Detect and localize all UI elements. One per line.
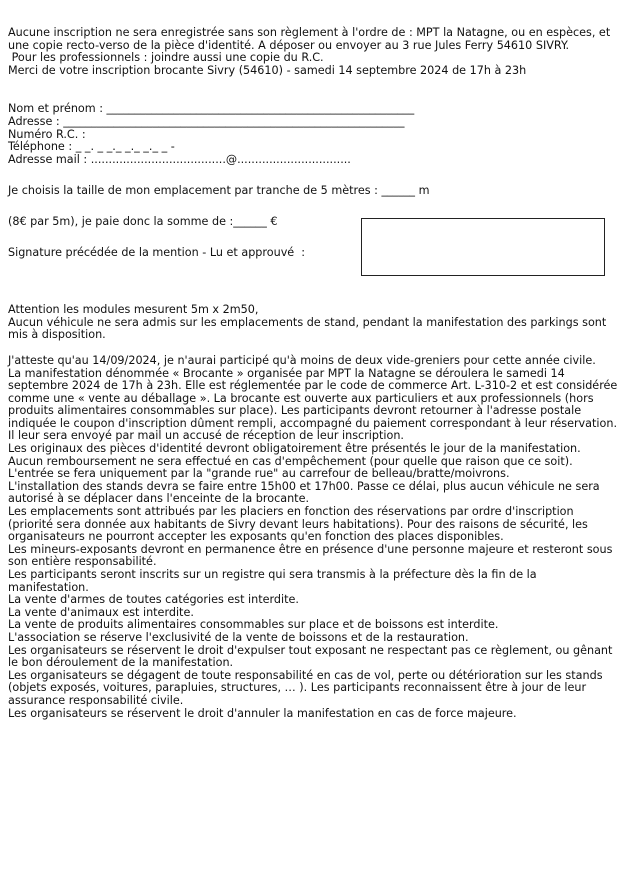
rc-number-field[interactable]: Numéro R.C. :: [8, 127, 86, 141]
rule-minors: Les mineurs-exposants devront en permanence être en présence d'une personne majeure et resteront sous son entière responsabilité.: [8, 542, 613, 569]
name-field[interactable]: Nom et prénom : _______________________________________________________: [8, 102, 415, 116]
intro-payment-text: Aucune inscription ne sera enregistrée sans son règlement à l'ordre de : MPT la Natagne, ou en espèces, et une copie recto-verso de la pièce d'identité. A déposer ou envoyer au 3 rue Jules Ferry 54610 SIVRY.: [8, 26, 614, 52]
attention-vehicles-text: Aucun véhicule ne sera admis sur les emplacements de stand, pendant la manifestation des parkings sont mis à disposition.: [8, 315, 607, 342]
form-fields: [8, 103, 618, 166]
intro-thanks-text: Merci de votre inscription brocante Sivry (54610) - samedi 14 septembre 2024 de 17h à 23h: [8, 63, 527, 77]
emplacement-size-field[interactable]: Je choisis la taille de mon emplacement par tranche de 5 mètres : ______ m: [8, 184, 430, 198]
signature-label: Signature précédée de la mention - Lu et approuvé :: [8, 245, 306, 259]
email-field[interactable]: Adresse mail : ......................................@................................: [8, 152, 351, 166]
rule-expulsion: Les organisateurs se réservent le droit d'expulser tout exposant ne respectant pas ce règlement, ou gênant le bon déroulement de la manifestation.: [8, 643, 613, 670]
payment-amount-field[interactable]: (8€ par 5m), je paie donc la somme de :______ €: [8, 214, 278, 228]
intro-professionals-text: Pour les professionnels : joindre aussi une copie du R.C.: [8, 51, 324, 65]
rule-attestation: J'atteste qu'au 14/09/2024, je n'aurai participé qu'à moins de deux vide-greniers pour cette année civile.: [8, 353, 596, 367]
rule-registry: Les participants seront inscrits sur un registre qui sera transmis à la préfecture dès la fin de la manifestation.: [8, 568, 537, 594]
rule-manifestation: La manifestation dénommée « Brocante » organisée par MPT la Natagne se déroulera le samedi 14 septembre 2024 de 17h à 23h. Elle est réglementée par le code de commerce Art. L-310-2 et est considérée comme une « vente au déballage ». La brocante est ouverte aux particuliers et aux professionnels (hors produits alimentaires consommables sur place). Les participants devront retourner à l'adresse postale indiquée le coupon d'inscription dûment rempli, accompagné du paiement correspondant à leur réservation. Il leur sera envoyé par mail un accusé de réception de leur inscription.: [8, 366, 618, 443]
rule-entrance: L'entrée se fera uniquement par la "grande rue" au carrefour de belleau/bratte/moivrons.: [8, 467, 510, 481]
intro-section: [8, 27, 618, 77]
rule-drinks: L'association se réserve l'exclusivité de la vente de boissons et de la restauration.: [8, 630, 469, 644]
rule-emplacements: Les emplacements sont attribués par les placiers en fonction des réservations par ordre d'inscription (priorité sera donnée aux habitants de Sivry devant leurs habitations). Pour des raisons de sécurité, les organisateurs ne pourront accepter les exposants qu'en fonction des places disponibles.: [8, 505, 588, 544]
rule-animals: La vente d'animaux est interdite.: [8, 605, 194, 619]
rule-identity: Les originaux des pièces d'identité devront obligatoirement être présentés le jour de la manifestation. Aucun remboursement ne sera effectué en cas d'empêchement (pour quelle que raison que ce soit).: [8, 442, 581, 468]
attention-section: [8, 304, 618, 342]
registration-form: [8, 27, 618, 720]
signature-box[interactable]: [361, 218, 605, 276]
attention-modules-text: Attention les modules mesurent 5m x 2m50,: [8, 303, 259, 317]
rule-liability: Les organisateurs se dégagent de toute responsabilité en cas de vol, perte ou détérioration sur les stands (objets exposés, voitures, parapluies, structures, … ). Les participants reconnaissent être à jour de leur assurance responsabilité civile.: [8, 668, 603, 707]
rule-installation: L'installation des stands devra se faire entre 15h00 et 17h00. Passe ce délai, plus aucun véhicule ne sera autorisé à se déplacer dans l'enceinte de la brocante.: [8, 479, 600, 506]
rule-weapons: La vente d'armes de toutes catégories est interdite.: [8, 593, 299, 607]
rules-section: [8, 355, 618, 720]
rule-cancellation: Les organisateurs se réservent le droit d'annuler la manifestation en cas de force majeure.: [8, 706, 517, 720]
rule-food: La vente de produits alimentaires consommables sur place et de boissons est interdite.: [8, 618, 499, 632]
address-field[interactable]: Adresse : _____________________________________________________________: [8, 114, 405, 128]
phone-field[interactable]: Téléphone : _ _. _ _._ _._ _._ _ -: [8, 140, 175, 154]
